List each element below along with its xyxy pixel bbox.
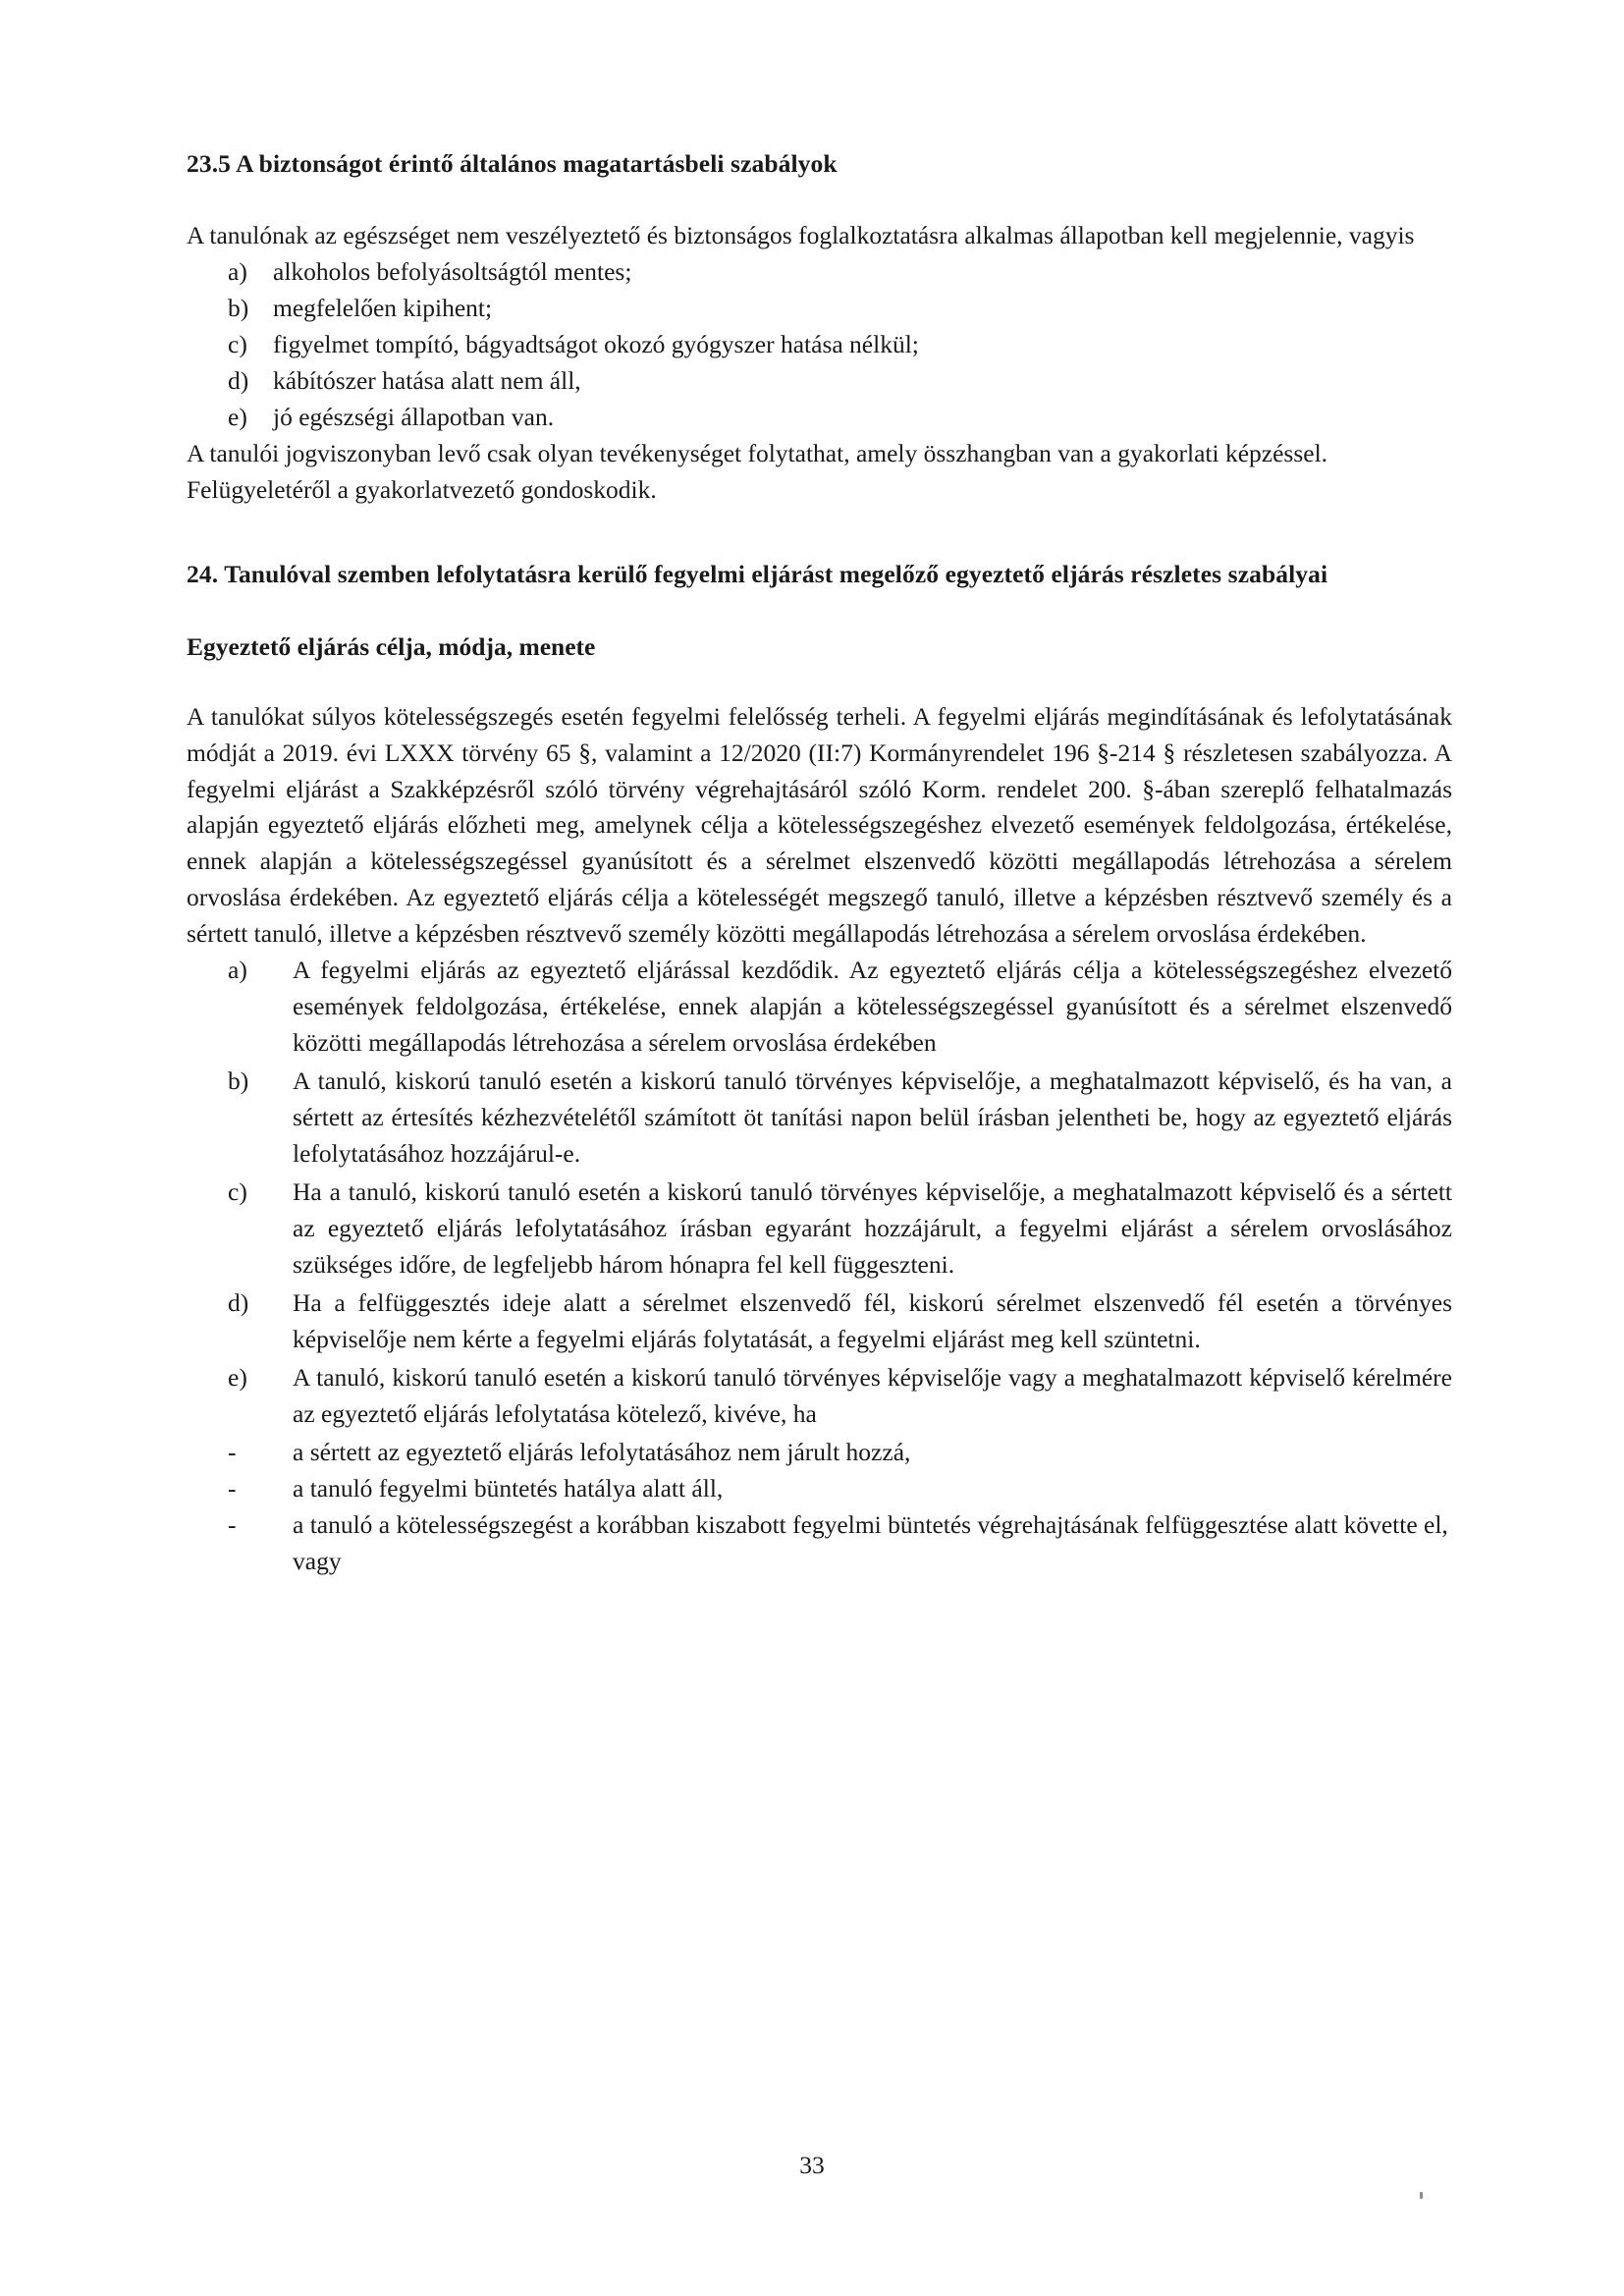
- section-24-list: [187, 953, 1452, 1433]
- section-23-5-list: [187, 254, 1452, 436]
- list-item-text: Ha a tanuló, kiskorú tanuló esetén a kiskorú tanuló törvényes képviselője, a meghatalmazott képviselő és a sértett az egyeztető eljárás lefolytatásához írásban egyaránt hozzájárult, a fegyelmi eljárást a sérelem orvoslásához szükséges időre, de legfeljebb három hónapra fel kell függeszteni.: [293, 1177, 1452, 1280]
- list-item-text: megfelelően kipihent;: [273, 294, 493, 323]
- list-marker: -: [228, 1509, 237, 1539]
- list-item: [187, 1285, 1452, 1358]
- list-item-text: kábítószer hatása alatt nem áll,: [273, 366, 581, 396]
- section-24-dash-list: [187, 1435, 1452, 1580]
- list-item: [187, 254, 1452, 291]
- list-marker: a): [228, 257, 247, 287]
- list-marker: e): [228, 1363, 247, 1392]
- list-item: [187, 363, 1452, 400]
- list-marker: e): [228, 403, 247, 432]
- list-item: [187, 1360, 1452, 1433]
- list-item-text: Ha a felfüggesztés ideje alatt a sérelmet elszenvedő fél, kiskorú sérelmet elszenvedő fél esetén a törvényes képviselője nem kérte a fegyelmi eljárás folytatását, a fegyelmi eljárást meg kell szüntetni.: [293, 1288, 1452, 1354]
- spacer: [187, 509, 1452, 558]
- list-item: [187, 1507, 1452, 1580]
- list-item: [187, 1471, 1452, 1507]
- list-item-text: alkoholos befolyásoltságtól mentes;: [273, 257, 632, 287]
- section-23-5-intro: A tanulónak az egészséget nem veszélyeztető és biztonságos foglalkoztatásra alkalmas állapotban kell megjelennie, vagyis: [187, 221, 1415, 250]
- page-number: 33: [799, 2151, 825, 2179]
- section-heading-24: 24. Tanulóval szemben lefolytatásra kerülő fegyelmi eljárást megelőző egyeztető eljárás részletes szabályai: [187, 560, 1328, 589]
- list-marker: -: [228, 1437, 237, 1466]
- list-item: [187, 1175, 1452, 1284]
- list-marker: -: [228, 1473, 237, 1503]
- list-marker: b): [228, 294, 249, 323]
- list-item-text: A tanuló, kiskorú tanuló esetén a kiskorú tanuló törvényes képviselője, a meghatalmazott képviselő, és ha van, a sértett az értesítés kézhezvételétől számított öt tanítási napon belül írásban jelentheti be, hogy az egyeztető eljárás lefolytatásához hozzájárul-e.: [293, 1066, 1452, 1169]
- list-item-text: figyelmet tompító, bágyadtságot okozó gyógyszer hatása nélkül;: [273, 330, 919, 359]
- list-item-text: a tanuló fegyelmi büntetés hatálya alatt áll,: [293, 1473, 724, 1503]
- section-24-paragraph: A tanulókat súlyos kötelességszegés esetén fegyelmi felelősség terheli. A fegyelmi eljárás megindításának és lefolytatásának módját a 2019. évi LXXX törvény 65 §, valamint a 12/2020 (II:7) Kormányrendelet 196 §-214 § részletesen szabályozza. A fegyelmi eljárást a Szakképzésről szóló törvény végrehajtásáról szóló Korm. rendelet 200. §-ában szereplő felhatalmazás alapján egyeztető eljárás előzheti meg, amelynek célja a kötelességszegéshez elvezető események feldolgozása, értékelése, ennek alapján a kötelességszegéssel gyanúsított és a sérelmet elszenvedő közötti megállapodás létrehozása a sérelem orvoslása érdekében. Az egyeztető eljárás célja a kötelességét megszegő tanuló, illetve a képzésben résztvevő személy és a sértett tanuló, illetve a képzésben résztvevő személy közötti megállapodás létrehozása a sérelem orvoslása érdekében.: [187, 701, 1452, 949]
- scan-artifact: [1420, 2192, 1423, 2199]
- list-item-text: jó egészségi állapotban van.: [273, 403, 555, 432]
- list-marker: b): [228, 1066, 249, 1096]
- list-item-text: A fegyelmi eljárás az egyeztető eljárással kezdődik. Az egyeztető eljárás célja a kötelességszegéshez elvezető események feldolgozása, értékelése, ennek alapján a kötelességszegéssel gyanúsított és a sérelmet elszenvedő közötti megállapodás létrehozása a sérelem orvoslása érdekében: [293, 956, 1452, 1058]
- list-item: [187, 1064, 1452, 1173]
- list-item: [187, 291, 1452, 327]
- section-23-5-outro: A tanulói jogviszonyban levő csak olyan tevékenységet folytathat, amely összhangban van a gyakorlati képzéssel. Felügyeletéről a gyakorlatvezető gondoskodik.: [187, 439, 1328, 505]
- list-item: [187, 953, 1452, 1062]
- list-item-text: A tanuló, kiskorú tanuló esetén a kiskorú tanuló törvényes képviselője vagy a meghatalmazott képviselő kérelmére az egyeztető eljárás lefolytatása kötelező, kivéve, ha: [293, 1363, 1452, 1428]
- list-marker: d): [228, 366, 249, 396]
- list-item: [187, 1435, 1452, 1471]
- list-marker: d): [228, 1288, 249, 1318]
- list-marker: c): [228, 1177, 247, 1207]
- list-item: [187, 400, 1452, 436]
- list-item-text: a sértett az egyeztető eljárás lefolytatásához nem járult hozzá,: [293, 1437, 911, 1466]
- list-item-text: a tanuló a kötelességszegést a korábban kiszabott fegyelmi büntetés végrehajtásának felfüggesztése alatt követte el, vagy: [293, 1509, 1448, 1575]
- list-marker: a): [228, 956, 247, 985]
- section-24-subheading: Egyeztető eljárás célja, módja, menete: [187, 631, 596, 661]
- section-heading-23-5: 23.5 A biztonságot érintő általános magatartásbeli szabályok: [187, 149, 838, 178]
- list-item: [187, 327, 1452, 363]
- list-marker: c): [228, 330, 247, 359]
